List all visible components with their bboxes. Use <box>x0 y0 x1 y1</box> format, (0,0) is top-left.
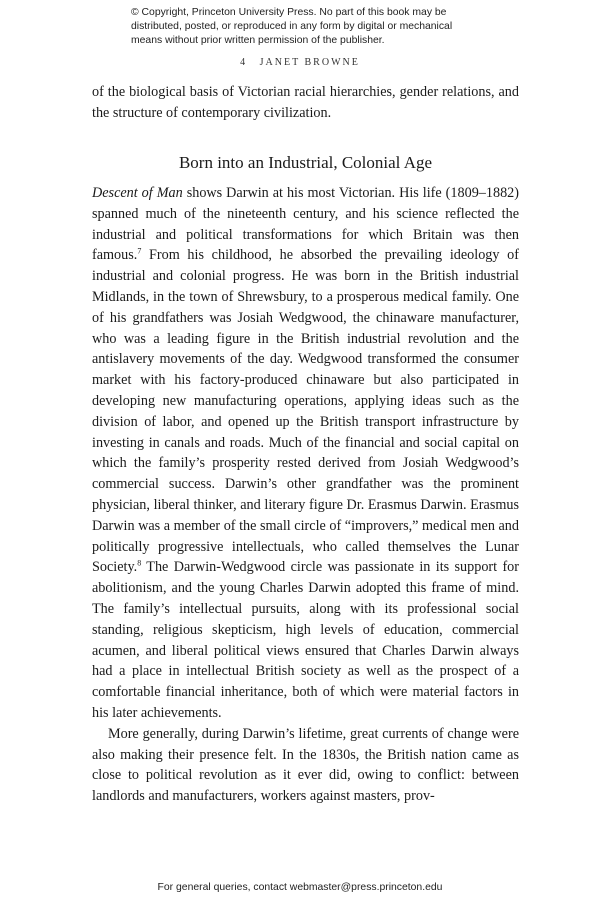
lead-paragraph: of the biological basis of Victorian racial hierarchies, gender relations, and the structure of contemporary civilization. <box>92 84 519 121</box>
page-number: 4 <box>240 57 246 68</box>
paragraph-2: More generally, during Darwin’s lifetime, great currents of change were also making their presence felt. In the 1830s, the British nation came as close to political revolution as it ever did, owing to conflict: between landlords and manufacturers, workers against masters, prov- <box>92 725 519 805</box>
running-head <box>0 57 600 68</box>
footnote-ref-8: 8 <box>137 558 142 568</box>
paragraph-1 <box>92 183 519 724</box>
book-title: Descent of Man <box>92 185 183 201</box>
copyright-notice: © Copyright, Princeton University Press. No part of this book may be distributed, posted, or reproduced in any form by digital or mechanical means without prior written permission of the publisher. <box>131 7 453 47</box>
section-heading: Born into an Industrial, Colonial Age <box>178 153 433 172</box>
section-body <box>92 183 519 807</box>
paragraph-1-text-c: The Darwin-Wedgwood circle was passionate in its support for abolitionism, and the young Charles Darwin adopted this frame of mind. The family’s intellectual pursuits, along with its professional social standing, religious skepticism, high levels of education, commercial acumen, and liberal political views ensured that Charles Darwin always had a place in intellectual British society as well as the prospect of a comfortable financial inheritance, both of which were material factors in his later achievements. <box>92 559 519 721</box>
footer-contact: For general queries, contact webmaster@press.princeton.edu <box>157 882 443 893</box>
continued-paragraph <box>92 82 519 124</box>
footnote-ref-7: 7 <box>137 246 142 256</box>
paragraph-1-text-a: shows Darwin at his most Victorian. His life (1809–1882) spanned much of the nineteenth century, and his science reflected the industrial and political transformations for which Britain was then famous. <box>92 185 519 264</box>
paragraph-1-text-b: From his childhood, he absorbed the prevailing ideology of industrial and colonial progress. He was born in the British industrial Midlands, in the town of Shrewsbury, to a prosperous medical family. One of his grandfathers was Josiah Wedgwood, the chinaware manufacturer, who was a leading figure in the British industrial revolution and the antislavery movements of the day. Wedgwood transformed the consumer market with his factory-produced chinaware but also participated in developing new manufacturing operations, applying ideas such as the division of labor, and opened up the British transport infrastructure by investing in canals and roads. Much of the financial and social capital on which the family’s prosperity rested derived from Josiah Wedgwood’s commercial success. Darwin’s other grandfather was the prominent physician, liberal thinker, and literary figure Dr. Erasmus Darwin. Erasmus Darwin was a member of the small circle of “improvers,” medical men and politically progressive intellectuals, who called themselves the Lunar Society. <box>92 247 519 576</box>
running-head-author: JANET BROWNE <box>259 57 360 68</box>
